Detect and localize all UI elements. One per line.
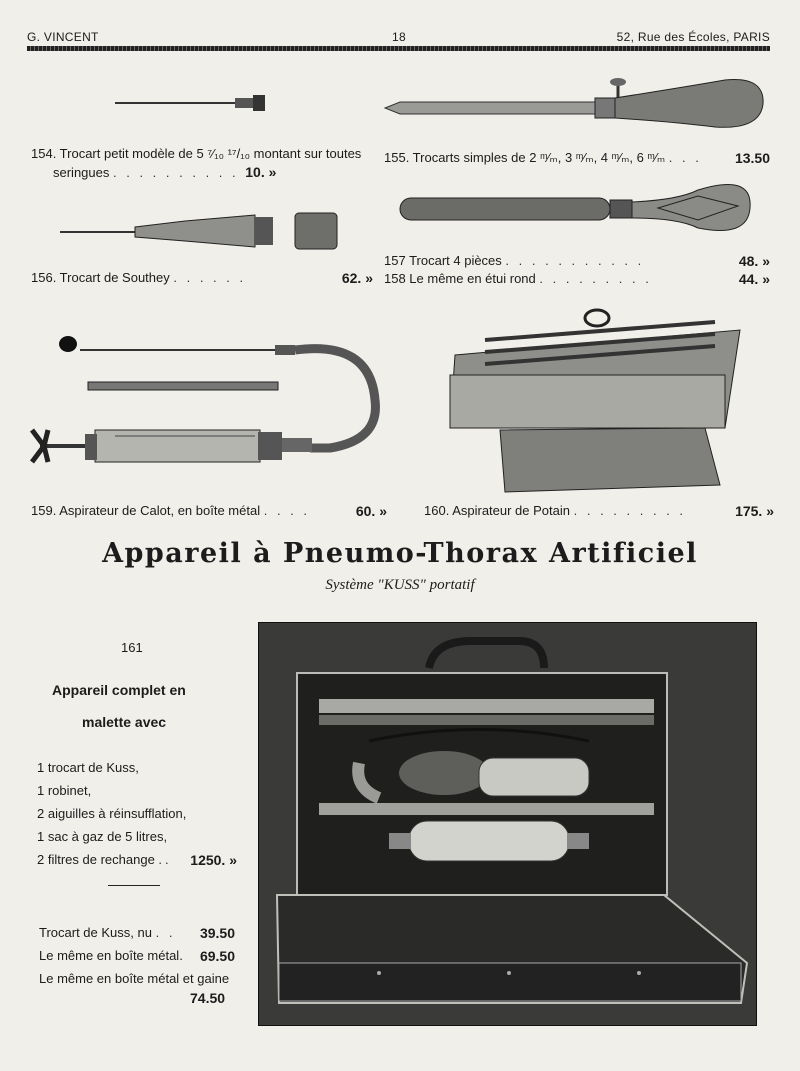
extra-1-price: 39.50: [199, 925, 235, 941]
extra-3-price: 74.50: [190, 990, 226, 1006]
header-rule: [27, 46, 770, 51]
item-161-content-5: 2 filtres de rechange: [37, 852, 155, 867]
trocar-155-illustration: [385, 72, 770, 134]
case-illustration: [259, 623, 756, 1025]
item-161-content-4: 1 sac à gaz de 5 litres,: [37, 829, 168, 844]
item-159-price: 60. »: [355, 503, 387, 519]
trocar-157-illustration: [398, 178, 760, 238]
item-160-price: 175. »: [735, 503, 774, 519]
item-154-line1: 154. Trocart petit modèle de 5 ⁷⁄₁₀ ¹⁷/₁₀ montant sur toutes: [31, 146, 362, 161]
item-158-price: 44. »: [738, 271, 770, 287]
header-address: 52, Rue des Écoles, PARIS: [616, 30, 770, 44]
item-157-line: 157 Trocart 4 pièces . . . . . . . . . . . 48. »: [384, 253, 770, 269]
item-161-number: 161: [121, 640, 143, 655]
item-161-content-1: 1 trocart de Kuss,: [37, 760, 139, 775]
item-161-heading1: Appareil complet en: [52, 682, 186, 698]
extra-2-label: Le même en boîte métal.: [39, 948, 183, 963]
item-155-label: 155. Trocarts simples de 2 ᵐ⁄ₘ, 3 ᵐ⁄ₘ, 4 ᵐ⁄ₘ, 6 ᵐ⁄ₘ: [384, 150, 666, 165]
item-154-line2: seringues . . . . . . . . . . 10. »: [53, 164, 277, 180]
item-161-content-5-line: 2 filtres de rechange .. 1250. »: [37, 852, 237, 868]
item-161-price: 1250. »: [190, 852, 237, 868]
aspirator-160-illustration: [445, 300, 745, 495]
item-160-label: 160. Aspirateur de Potain: [424, 503, 570, 518]
item-155-price: 13.50: [734, 150, 770, 166]
section-title: Appareil à Pneumo-Thorax Artificiel: [102, 538, 698, 569]
item-158-label: 158 Le même en étui rond: [384, 271, 536, 286]
extra-2-line: [39, 948, 235, 964]
item-156-label: 156. Trocart de Southey: [31, 270, 170, 285]
item-156-line: 156. Trocart de Southey . . . . . . 62. »: [31, 270, 373, 286]
extra-3-label: Le même en boîte métal et gaine: [39, 971, 230, 986]
pneumothorax-case-photo: [258, 622, 757, 1026]
extra-1-label: Trocart de Kuss, nu: [39, 925, 152, 940]
page-number: 18: [392, 30, 406, 44]
divider: [108, 885, 160, 886]
trocar-156-illustration: [55, 205, 345, 255]
item-158-line: 158 Le même en étui rond . . . . . . . . . 44. »: [384, 271, 770, 287]
item-160-line: 160. Aspirateur de Potain . . . . . . . . . 175. »: [424, 503, 774, 519]
item-156-price: 62. »: [341, 270, 373, 286]
item-154-price: 10. »: [245, 164, 277, 180]
item-159-line: 159. Aspirateur de Calot, en boîte métal . . . . 60. »: [31, 503, 387, 519]
item-157-price: 48. »: [738, 253, 770, 269]
item-159-label: 159. Aspirateur de Calot, en boîte métal: [31, 503, 261, 518]
section-subtitle: Système "KUSS" portatif: [325, 577, 475, 593]
header-company: G. VINCENT: [27, 30, 99, 44]
item-157-label: 157 Trocart 4 pièces: [384, 253, 502, 268]
extra-1-line: Trocart de Kuss, nu . . 39.50: [39, 925, 235, 941]
extra-2-price: 69.50: [199, 948, 235, 964]
item-161-heading2: malette avec: [82, 714, 167, 730]
item-155-line: 155. Trocarts simples de 2 ᵐ⁄ₘ, 3 ᵐ⁄ₘ, 4 ᵐ⁄ₘ, 6 ᵐ⁄ₘ . . . 13.50: [384, 150, 770, 166]
aspirator-159-illustration: [30, 330, 390, 485]
item-154-label: seringues: [53, 165, 110, 180]
item-161-content-2: 1 robinet,: [37, 783, 92, 798]
item-161-content-3: 2 aiguilles à réinsufflation,: [37, 806, 187, 821]
trocar-154-illustration: [110, 92, 280, 114]
